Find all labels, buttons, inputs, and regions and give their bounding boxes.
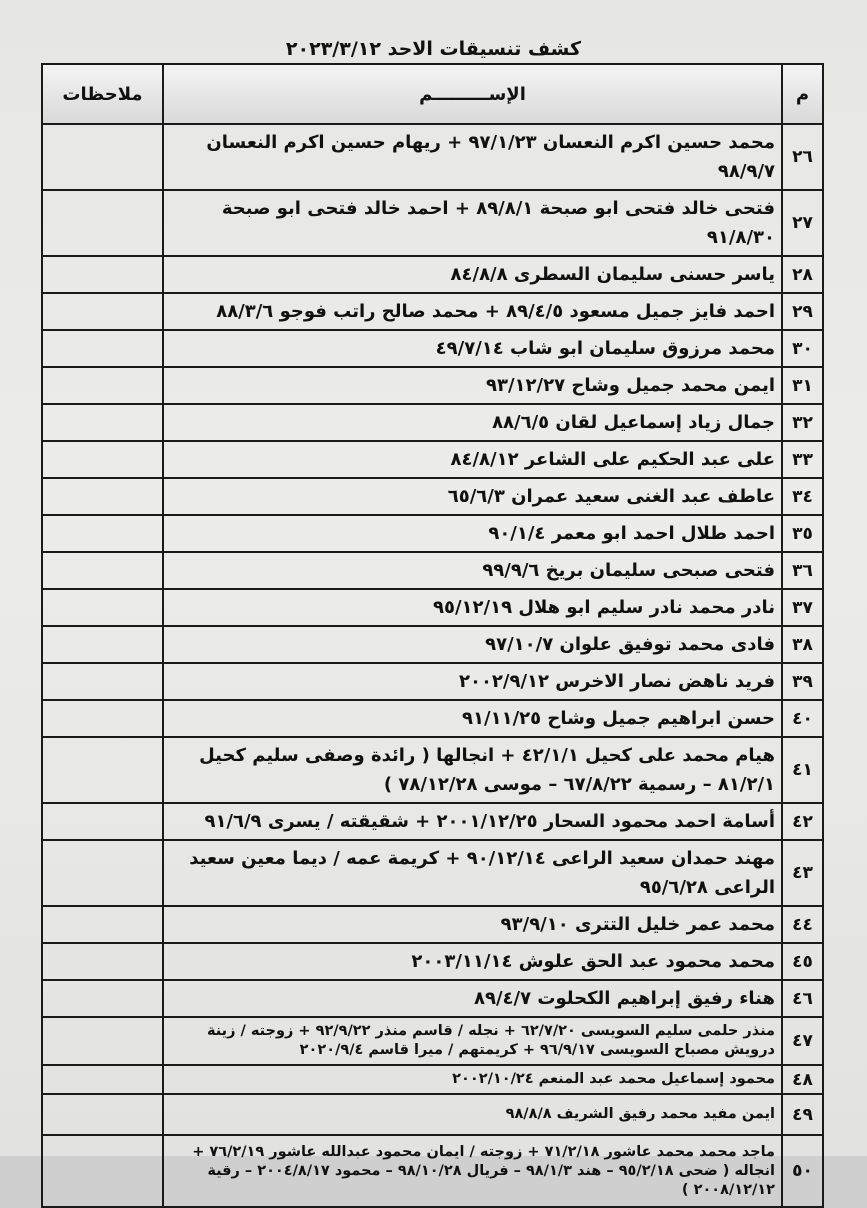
row-number: ٢٨ [782, 256, 823, 293]
row-name: احمد طلال احمد ابو معمر ٩٠/١/٤ [163, 515, 782, 552]
row-number: ٤٩ [782, 1094, 823, 1135]
row-name: محمد حسين اكرم النعسان ٩٧/١/٢٣ + ريهام حسين اكرم النعسان ٩٨/٩/٧ [163, 124, 782, 190]
table-row [42, 124, 823, 190]
row-name: فريد ناهض نصار الاخرس ٢٠٠٢/٩/١٢ [163, 663, 782, 700]
row-name: أسامة احمد محمود السحار ٢٠٠١/١٢/٢٥ + شقيقته / يسرى ٩١/٦/٩ [163, 803, 782, 840]
row-name: مهند حمدان سعيد الراعى ٩٠/١٢/١٤ + كريمة عمه / ديما معين سعيد الراعى ٩٥/٦/٢٨ [163, 840, 782, 906]
table-row [42, 626, 823, 663]
row-name: عاطف عبد الغنى سعيد عمران ٦٥/٦/٣ [163, 478, 782, 515]
row-number: ٣٢ [782, 404, 823, 441]
row-number: ٣٦ [782, 552, 823, 589]
row-number: ٣٥ [782, 515, 823, 552]
row-notes [42, 404, 163, 441]
row-notes [42, 330, 163, 367]
row-notes [42, 700, 163, 737]
row-name: هيام محمد على كحيل ٤٢/١/١ + انجالها ( رائدة وصفى سليم كحيل ٨١/٢/١ – رسمية ٦٧/٨/٢٢ – موسى ٧٨/١٢/٢٨ ) [163, 737, 782, 803]
row-name: محمد مرزوق سليمان ابو شاب ٤٩/٧/١٤ [163, 330, 782, 367]
table-row [42, 737, 823, 803]
row-notes [42, 626, 163, 663]
row-name: جمال زياد إسماعيل لقان ٨٨/٦/٥ [163, 404, 782, 441]
table-row [42, 1017, 823, 1065]
row-name: محمد محمود عبد الحق علوش ٢٠٠٣/١١/١٤ [163, 943, 782, 980]
row-number: ٤٧ [782, 1017, 823, 1065]
names-table [41, 63, 824, 1208]
row-name: هناء رفيق إبراهيم الكحلوت ٨٩/٤/٧ [163, 980, 782, 1017]
column-header-notes: ملاحظات [42, 64, 163, 124]
table-row [42, 404, 823, 441]
table-row [42, 589, 823, 626]
row-number: ٤٥ [782, 943, 823, 980]
table-row [42, 190, 823, 256]
table-row [42, 1135, 823, 1207]
row-name: منذر حلمى سليم السويسى ٦٢/٧/٢٠ + نجله / قاسم منذر ٩٢/٩/٢٢ + زوجته / زينة درويش مصباح السويسى ٩٦/٩/١٧ + كريمتهم / ميرا قاسم ٢٠٢٠/٩/٤ [163, 1017, 782, 1065]
row-notes [42, 737, 163, 803]
row-name: ايمن مفيد محمد رفيق الشريف ٩٨/٨/٨ [163, 1094, 782, 1135]
row-number: ٤٣ [782, 840, 823, 906]
row-number: ٤٤ [782, 906, 823, 943]
table-row [42, 552, 823, 589]
column-header-number: م [782, 64, 823, 124]
row-number: ٤٨ [782, 1065, 823, 1094]
row-name: فتحى صبحى سليمان بريخ ٩٩/٩/٦ [163, 552, 782, 589]
row-notes [42, 943, 163, 980]
row-number: ٤٠ [782, 700, 823, 737]
row-notes [42, 1135, 163, 1207]
row-name: فادى محمد توفيق علوان ٩٧/١٠/٧ [163, 626, 782, 663]
table-row [42, 330, 823, 367]
row-number: ٣١ [782, 367, 823, 404]
table-row [42, 906, 823, 943]
row-name: احمد فايز جميل مسعود ٨٩/٤/٥ + محمد صالح راتب فوجو ٨٨/٣/٦ [163, 293, 782, 330]
row-notes [42, 840, 163, 906]
row-notes [42, 552, 163, 589]
table-row [42, 478, 823, 515]
row-name: فتحى خالد فتحى ابو صبحة ٨٩/٨/١ + احمد خالد فتحى ابو صبحة ٩١/٨/٣٠ [163, 190, 782, 256]
row-notes [42, 478, 163, 515]
table-row [42, 943, 823, 980]
row-number: ٢٦ [782, 124, 823, 190]
row-number: ٣٨ [782, 626, 823, 663]
row-notes [42, 1017, 163, 1065]
row-number: ٣٧ [782, 589, 823, 626]
row-name: حسن ابراهيم جميل وشاح ٩١/١١/٢٥ [163, 700, 782, 737]
row-number: ٢٧ [782, 190, 823, 256]
table-row [42, 293, 823, 330]
row-number: ٥٠ [782, 1135, 823, 1207]
table-body [42, 124, 823, 1207]
row-name: ايمن محمد جميل وشاح ٩٣/١٢/٢٧ [163, 367, 782, 404]
row-notes [42, 1094, 163, 1135]
row-number: ٢٩ [782, 293, 823, 330]
table-row [42, 700, 823, 737]
table-row [42, 840, 823, 906]
row-notes [42, 190, 163, 256]
row-notes [42, 1065, 163, 1094]
row-number: ٣٤ [782, 478, 823, 515]
row-notes [42, 803, 163, 840]
row-name: محمود إسماعيل محمد عبد المنعم ٢٠٠٢/١٠/٢٤ [163, 1065, 782, 1094]
row-number: ٣٠ [782, 330, 823, 367]
row-notes [42, 663, 163, 700]
row-number: ٤١ [782, 737, 823, 803]
table-row [42, 663, 823, 700]
row-notes [42, 293, 163, 330]
row-name: محمد عمر خليل التترى ٩٣/٩/١٠ [163, 906, 782, 943]
row-number: ٤٢ [782, 803, 823, 840]
row-name: ياسر حسنى سليمان السطرى ٨٤/٨/٨ [163, 256, 782, 293]
row-number: ٣٩ [782, 663, 823, 700]
table-row [42, 803, 823, 840]
table-row [42, 1094, 823, 1135]
row-notes [42, 980, 163, 1017]
row-notes [42, 906, 163, 943]
table-row [42, 441, 823, 478]
row-name: ماجد محمد محمد عاشور ٧١/٢/١٨ + زوجته / ايمان محمود عبدالله عاشور ٧٦/٢/١٩ + انجاله ( ضحى ٩٥/٢/١٨ – هند ٩٨/١/٣ – فريال ٩٨/١٠/٢٨ – محمود ٢٠٠٤/٨/١٧ – رقية ٢٠٠٨/١٢/١٢ ) [163, 1135, 782, 1207]
table-row [42, 367, 823, 404]
row-notes [42, 589, 163, 626]
row-notes [42, 256, 163, 293]
row-name: على عبد الحكيم على الشاعر ٨٤/٨/١٢ [163, 441, 782, 478]
table-row [42, 256, 823, 293]
row-name: نادر محمد نادر سليم ابو هلال ٩٥/١٢/١٩ [163, 589, 782, 626]
row-notes [42, 441, 163, 478]
column-header-name: الإســـــــــم [163, 64, 782, 124]
row-notes [42, 515, 163, 552]
table-header-row [42, 64, 823, 124]
row-number: ٣٣ [782, 441, 823, 478]
table-row [42, 1065, 823, 1094]
table-row [42, 515, 823, 552]
row-number: ٤٦ [782, 980, 823, 1017]
table-row [42, 980, 823, 1017]
row-notes [42, 124, 163, 190]
page-title: كشف تنسيقات الاحد ٢٠٢٣/٣/١٢ [285, 38, 582, 60]
row-notes [42, 367, 163, 404]
